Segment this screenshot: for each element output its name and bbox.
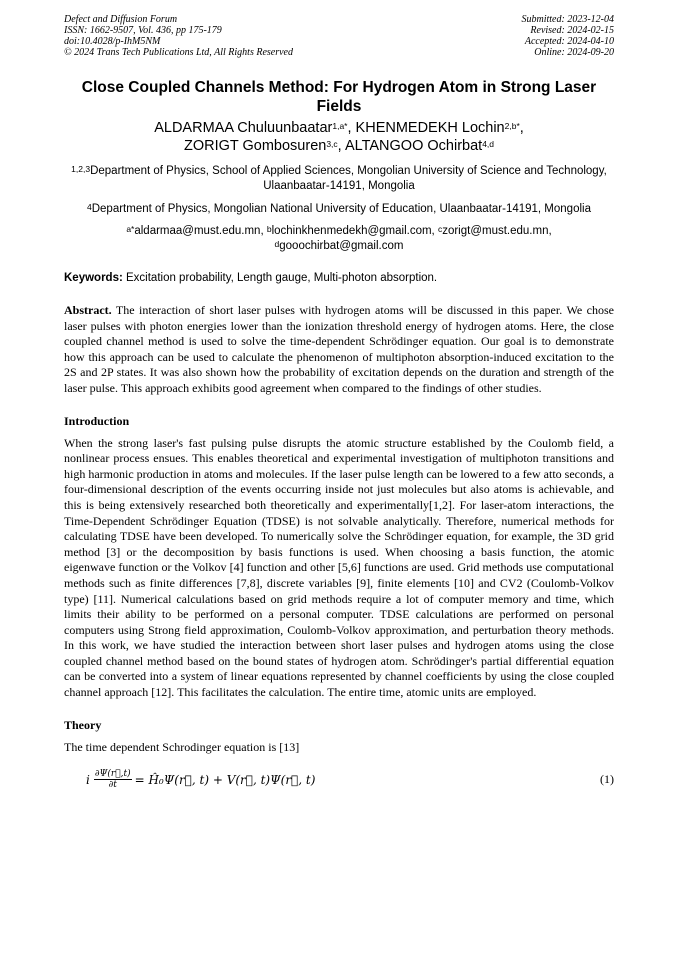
email-sup: b xyxy=(266,224,272,234)
journal-issn: ISSN: 1662-9507, Vol. 436, pp 175-179 xyxy=(64,25,222,36)
author-list: ALDARMAA Chuluunbaatar$^{1,a*}$, KHENMEDEKH Lochin$^{2,b*}$, ZORIGT Gombosuren$^{3,c}$, ALTANGOO Ochirbat$^{4,d}$ xyxy=(154,120,524,154)
journal-doi: doi:10.4028/p-IhM5NM xyxy=(64,36,161,47)
equation-body xyxy=(64,769,315,790)
keywords xyxy=(64,272,614,284)
abstract-label: Abstract. xyxy=(64,303,112,317)
abstract xyxy=(64,303,614,397)
email-b[interactable]: lochinkhenmedekh@gmail.com, xyxy=(271,225,438,237)
affiliation-1 xyxy=(64,164,614,194)
journal-header xyxy=(64,14,614,58)
date-accepted: Accepted: 2024-04-10 xyxy=(524,36,614,47)
abstract-text: The interaction of short laser pulses with hydrogen atoms will be discussed in this paper. We chose laser pulses with photon energies lower than the ionization threshold energy of hydrogen atoms. Here, the close coupled channel method is used to solve the time-dependent Schrödinger equation. Our goal is to demonstrate how this approach can be used to calculate the phenomenon of multiphoton absorption-induced excitation to the 2S and 2P states. It was also shown how the probability of excitation depends on the duration and strength of the laser pulse. This approach exhibits good agreement when compared to the findings of other studies. xyxy=(64,303,614,395)
date-online: Online: 2024-09-20 xyxy=(534,47,614,58)
equation-1 xyxy=(64,769,614,790)
author-name: ZORIGT Gombosuren xyxy=(183,138,327,154)
date-submitted: Submitted: 2023-12-04 xyxy=(521,14,614,25)
equation-number: (1) xyxy=(600,772,614,787)
paper-page xyxy=(64,14,614,790)
publication-dates xyxy=(522,14,615,58)
affiliation-text: Department of Physics, Mongolian National University of Education, Ulaanbaatar-14191, Mongolia xyxy=(91,203,591,215)
affiliation-sup: 4 xyxy=(87,202,92,212)
affiliation-2 xyxy=(64,202,614,217)
author-sup: 2,b* xyxy=(504,121,520,131)
affiliation-text: Department of Physics, School of Applied Sciences, Mongolian University of Science and Technology, Ulaanbaatar-14191, Mongolia xyxy=(90,165,607,192)
equation-rhs: = Ĥ₀Ψ(r⃗, t) + V(r⃗, t)Ψ(r⃗, t) xyxy=(134,772,316,787)
theory-intro: The time dependent Schrodinger equation is [13] xyxy=(64,739,300,754)
keywords-text: Excitation probability, Length gauge, Multi-photon absorption. xyxy=(126,272,438,284)
introduction-heading: Introduction xyxy=(64,413,130,428)
author-sup: 1,a* xyxy=(332,121,348,131)
keywords-label: Keywords: xyxy=(64,272,123,284)
equation-denominator: ∂t xyxy=(108,780,117,791)
author-sup: 4,d xyxy=(482,139,495,149)
equation-fraction xyxy=(94,769,132,790)
author-name: ALTANGOO Ochirbat xyxy=(344,138,483,154)
equation-numerator: ∂Ψ(r⃗,t) xyxy=(94,769,131,780)
introduction-text: When the strong laser's fast pulsing pulse disrupts the atomic structure established by the Coulomb field, a nonlinear process ensues. This enables theoretical and experimental investigation of multiphoton transitions and high harmonic production in atoms and molecules. If the laser pulse length can be lowered to a few atto seconds, a four-dimensional description of the events occurring inside not just molecules but also atoms is achievable, and this is being extensively researched both theoretically and experimentally[1,2]. For laser-atom interactions, the Time-Dependent Schrödinger Equation (TDSE) is not solvable analytically. Therefore, numerical methods for calculating TDSE have been developed. To numerically solve the Schrödinger equation, for example, the 3D grid method [3] or the decomposition by basis functions is used. When choosing a basis function, the atomic eigenwave function or the Volkov [4] function and other [5,6] functions are used. Grid methods use computational methods such as finite differences [7,8], discrete variables [9], finite elements [10] and CV2 (Coulomb-Volkov type) [11]. Numerical calculations based on grid methods require a lot of computer memory and time, which limits their ability to be performed on a personal computer. TDSE calculations are performed on personal computers using Strong field approximation, Coulomb-Volkov approximation, and perturbation theory methods. In this work, we have studied the interaction between short laser pulses and hydrogen atoms using the close coupled channel method based on the bound states of hydrogen atom. Schrödinger's partial differential equation can be converted into a system of linear equations represented by channel coefficients by using the close coupled channel approach [12]. This facilitates the calculation. The entire time, atomic units are employed. xyxy=(64,435,614,700)
email-sup: d xyxy=(274,239,280,249)
equation-imag-unit: i xyxy=(86,772,90,787)
author-name: ALDARMAA Chuluunbaatar xyxy=(154,120,333,136)
author-emails xyxy=(64,224,614,254)
affiliation-sup: 1,2,3 xyxy=(71,164,91,174)
email-sup: c xyxy=(437,224,443,234)
journal-name: Defect and Diffusion Forum xyxy=(64,14,178,25)
email-a[interactable]: aldarmaa@must.edu.mn, xyxy=(134,225,267,237)
date-revised: Revised: 2024-02-15 xyxy=(530,25,614,36)
email-sup: a* xyxy=(126,224,135,234)
email-c[interactable]: zorigt@must.edu.mn, xyxy=(442,225,552,237)
paper-title: Close Coupled Channels Method: For Hydrogen Atom in Strong Laser Fields xyxy=(81,79,597,115)
journal-info xyxy=(64,14,293,58)
author-name: KHENMEDEKH Lochin xyxy=(355,120,505,136)
author-sup: 3,c xyxy=(326,139,338,149)
journal-copyright: © 2024 Trans Tech Publications Ltd, All Rights Reserved xyxy=(64,47,293,58)
email-d[interactable]: gooochirbat@gmail.com xyxy=(279,240,404,252)
theory-heading: Theory xyxy=(64,717,102,732)
